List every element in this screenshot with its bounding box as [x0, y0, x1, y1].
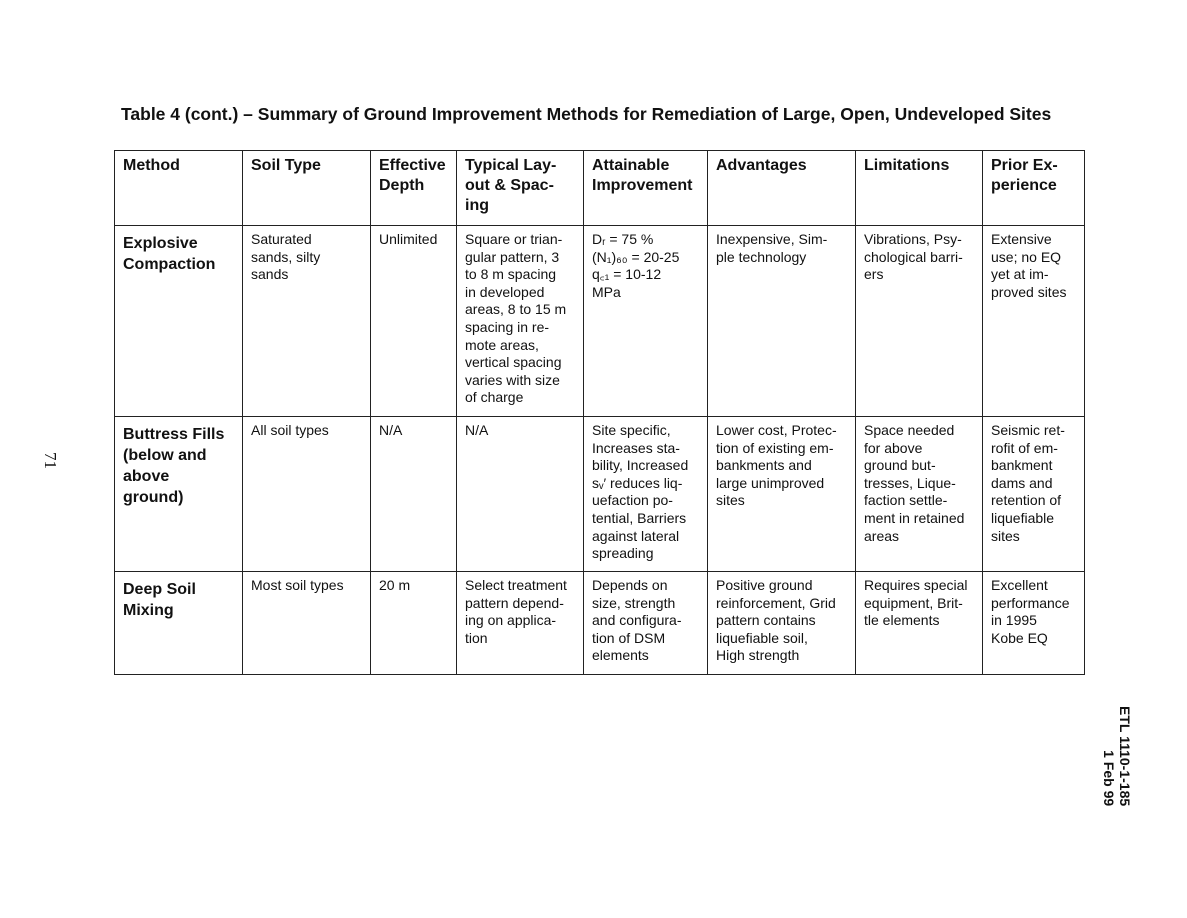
limitations-cell: Vibrations, Psy- chological barri- ers: [856, 226, 983, 417]
table-row: [115, 572, 1085, 675]
limitations-cell: Space needed for above ground but- tresses, Lique- faction settle- ment in retained areas: [856, 417, 983, 572]
attainable-improvement-cell: Depends on size, strength and configura- tion of DSM elements: [584, 572, 708, 675]
header-limitations: Limitations: [856, 151, 983, 226]
typical-layout-cell: Select treatment pattern depend- ing on applica- tion: [457, 572, 584, 675]
method-cell: Buttress Fills (below and above ground): [115, 417, 243, 572]
prior-experience-cell: Excellent performance in 1995 Kobe EQ: [983, 572, 1085, 675]
limitations-cell: Requires special equipment, Brit- tle elements: [856, 572, 983, 675]
soil-type-cell: Most soil types: [243, 572, 371, 675]
table-title: Table 4 (cont.) – Summary of Ground Improvement Methods for Remediation of Large, Open, Undeveloped Sites: [121, 104, 1052, 124]
table-row: [115, 226, 1085, 417]
advantages-cell: Inexpensive, Sim- ple technology: [708, 226, 856, 417]
advantages-cell: Positive ground reinforcement, Grid pattern contains liquefiable soil, High strength: [708, 572, 856, 675]
prior-experience-cell: Seismic ret- rofit of em- bankment dams and retention of liquefiable sites: [983, 417, 1085, 572]
typical-layout-cell: Square or trian- gular pattern, 3 to 8 m spacing in developed areas, 8 to 15 m spacing in re- mote areas, vertical spacing varies with size of charge: [457, 226, 584, 417]
page-number: 71: [41, 452, 60, 469]
soil-type-cell: Saturated sands, silty sands: [243, 226, 371, 417]
prior-experience-cell: Extensive use; no EQ yet at im- proved sites: [983, 226, 1085, 417]
header-soil-type: Soil Type: [243, 151, 371, 226]
ground-improvement-table: [114, 150, 1085, 675]
effective-depth-cell: 20 m: [371, 572, 457, 675]
soil-type-cell: All soil types: [243, 417, 371, 572]
method-cell: Explosive Compaction: [115, 226, 243, 417]
attainable-improvement-cell: Dᵣ = 75 % (N₁)₆₀ = 20-25 q꜀₁ = 10-12 MPa: [584, 226, 708, 417]
header-method: Method: [115, 151, 243, 226]
method-cell: Deep Soil Mixing: [115, 572, 243, 675]
table-row: [115, 417, 1085, 572]
effective-depth-cell: Unlimited: [371, 226, 457, 417]
document-identifier: [1101, 706, 1133, 806]
header-effective-depth: Effective Depth: [371, 151, 457, 226]
table-header-row: [115, 151, 1085, 226]
typical-layout-cell: N/A: [457, 417, 584, 572]
doc-date: 1 Feb 99: [1101, 750, 1117, 807]
header-typical-layout: Typical Lay- out & Spac- ing: [457, 151, 584, 226]
advantages-cell: Lower cost, Protec- tion of existing em- bankments and large unimproved sites: [708, 417, 856, 572]
header-advantages: Advantages: [708, 151, 856, 226]
doc-number: ETL 1110-1-185: [1117, 706, 1133, 807]
header-attainable-improvement: Attainable Improvement: [584, 151, 708, 226]
attainable-improvement-cell: Site specific, Increases sta- bility, Increased sᵥ′ reduces liq- uefaction po- tential, Barriers against lateral spreading: [584, 417, 708, 572]
effective-depth-cell: N/A: [371, 417, 457, 572]
header-prior-experience: Prior Ex- perience: [983, 151, 1085, 226]
